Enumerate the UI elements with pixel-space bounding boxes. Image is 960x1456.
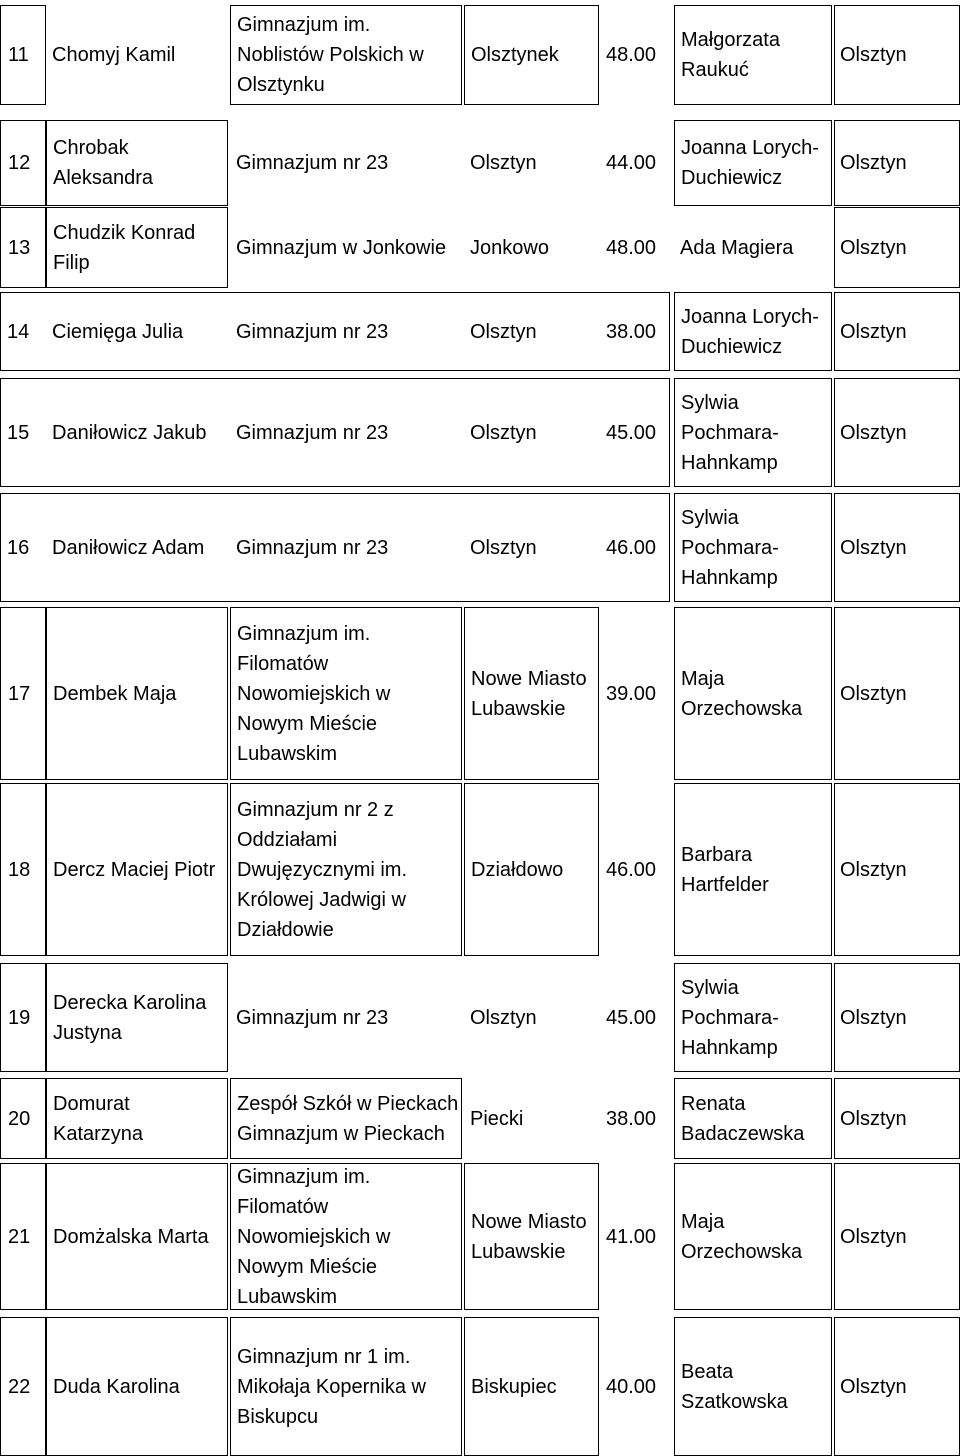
- score-cell: [599, 5, 674, 105]
- school-name: Gimnazjum im. Filomatów Nowomiejskich w Nowym Mieście Lubawskim: [237, 622, 391, 765]
- row-number-cell: [0, 378, 46, 487]
- teacher-name: Barbara Hartfelder: [681, 843, 769, 896]
- table-row: [0, 120, 960, 206]
- score: 41.00: [606, 1225, 657, 1248]
- row-number: 21: [8, 1225, 31, 1248]
- school-name-cell: [230, 607, 462, 780]
- table-row: [0, 292, 960, 371]
- city: Olsztyn: [470, 152, 537, 174]
- region-cell: [834, 1317, 960, 1456]
- region: Olsztyn: [840, 1107, 907, 1130]
- region: Olsztyn: [840, 320, 907, 343]
- participant-name-cell: [46, 1317, 228, 1456]
- participant-name: Daniłowicz Adam: [52, 536, 205, 559]
- row-number: 19: [8, 1006, 31, 1029]
- participant-name-cell: [46, 1078, 228, 1159]
- participant-name-cell: [46, 292, 228, 371]
- school-name: Gimnazjum w Jonkowie: [236, 236, 447, 259]
- teacher-name-cell: [674, 607, 832, 780]
- table-row: [0, 378, 960, 487]
- region: Olsztyn: [840, 1375, 907, 1398]
- city-cell: [464, 607, 599, 780]
- table-row: [0, 963, 960, 1072]
- teacher-name: Małgorzata Raukuć: [681, 29, 780, 81]
- region: Olsztyn: [840, 1225, 907, 1248]
- teacher-name-cell: [674, 1317, 832, 1456]
- score-cell: [599, 120, 674, 206]
- city: Nowe Miasto Lubawskie: [471, 1210, 587, 1263]
- city: Olsztyn: [470, 421, 537, 444]
- school-name: Zespół Szkół w Pieckach Gimnazjum w Pieckach: [237, 1092, 459, 1145]
- city-cell: [464, 207, 599, 288]
- participant-name: Dembek Maja: [53, 682, 177, 705]
- teacher-name: Renata Badaczewska: [681, 1092, 805, 1145]
- score-cell: [599, 292, 674, 371]
- row-number: 17: [8, 682, 31, 705]
- region-cell: [834, 120, 960, 206]
- school-name-cell: [230, 120, 462, 206]
- participant-name-cell: [46, 493, 228, 602]
- school-name: Gimnazjum nr 2 z Oddziałami Dwujęzycznymi im. Królowej Jadwigi w Działdowie: [237, 798, 408, 941]
- participant-name-cell: [46, 207, 228, 288]
- table-row: [0, 607, 960, 780]
- school-name: Gimnazjum im. Filomatów Nowomiejskich w Nowym Mieście Lubawskim: [237, 1165, 391, 1308]
- row-number-cell: [0, 963, 46, 1072]
- score: 38.00: [606, 1107, 657, 1130]
- score-cell: [599, 207, 674, 288]
- city: Olsztynek: [471, 44, 559, 66]
- row-number-cell: [0, 1163, 46, 1310]
- region-cell: [834, 5, 960, 105]
- teacher-name: Joanna Lorych- Duchiewicz: [681, 137, 819, 189]
- region-cell: [834, 963, 960, 1072]
- score-cell: [599, 963, 674, 1072]
- city: Jonkowo: [470, 236, 549, 259]
- table-row: [0, 1163, 960, 1310]
- participant-name: Duda Karolina: [53, 1375, 180, 1398]
- row-number-cell: [0, 607, 46, 780]
- participant-name-cell: [46, 5, 228, 105]
- teacher-name-cell: [674, 493, 832, 602]
- score: 38.00: [606, 320, 657, 343]
- school-name: Gimnazjum nr 23: [236, 1006, 389, 1029]
- teacher-name-cell: [674, 207, 832, 288]
- teacher-name: Sylwia Pochmara- Hahnkamp: [681, 976, 779, 1059]
- participant-name-cell: [46, 607, 228, 780]
- region-cell: [834, 607, 960, 780]
- teacher-name-cell: [674, 5, 832, 105]
- teacher-name: Beata Szatkowska: [681, 1360, 788, 1413]
- city-cell: [464, 963, 599, 1072]
- score: 48.00: [606, 44, 657, 66]
- school-name-cell: [230, 1163, 462, 1310]
- score: 44.00: [606, 152, 657, 174]
- participant-name-cell: [46, 783, 228, 956]
- school-name-cell: [230, 378, 462, 487]
- participant-name: Daniłowicz Jakub: [52, 421, 207, 444]
- region: Olsztyn: [840, 858, 907, 881]
- city-cell: [464, 5, 599, 105]
- score: 48.00: [606, 236, 657, 259]
- score-cell: [599, 1078, 674, 1159]
- row-number: 12: [8, 152, 31, 174]
- school-name-cell: [230, 207, 462, 288]
- teacher-name: Ada Magiera: [680, 236, 794, 259]
- region: Olsztyn: [840, 421, 907, 444]
- participant-name: Derecka Karolina Justyna: [53, 991, 207, 1044]
- school-name-cell: [230, 783, 462, 956]
- teacher-name: Sylwia Pochmara- Hahnkamp: [681, 391, 779, 474]
- school-name-cell: [230, 1078, 462, 1159]
- region: Olsztyn: [840, 536, 907, 559]
- city: Biskupiec: [471, 1375, 557, 1398]
- participant-name-cell: [46, 378, 228, 487]
- row-number-cell: [0, 120, 46, 206]
- teacher-name: Maja Orzechowska: [681, 667, 803, 720]
- participant-name: Chrobak Aleksandra: [53, 137, 154, 189]
- school-name: Gimnazjum nr 23: [236, 320, 389, 343]
- score-cell: [599, 607, 674, 780]
- row-number-cell: [0, 5, 46, 105]
- teacher-name-cell: [674, 292, 832, 371]
- teacher-name-cell: [674, 963, 832, 1072]
- school-name: Gimnazjum im. Noblistów Polskich w Olsztynku: [237, 14, 424, 96]
- score: 45.00: [606, 1006, 657, 1029]
- school-name: Gimnazjum nr 23: [236, 421, 389, 444]
- score-cell: [599, 783, 674, 956]
- region-cell: [834, 783, 960, 956]
- city: Olsztyn: [470, 1006, 537, 1029]
- table-row: [0, 1317, 960, 1456]
- score: 39.00: [606, 682, 657, 705]
- city-cell: [464, 493, 599, 602]
- participant-name: Chudzik Konrad Filip: [53, 221, 196, 274]
- city: Piecki: [470, 1107, 524, 1130]
- row-number-cell: [0, 1317, 46, 1456]
- region-cell: [834, 378, 960, 487]
- school-name-cell: [230, 5, 462, 105]
- participant-name: Ciemięga Julia: [52, 320, 184, 343]
- participant-name: Chomyj Kamil: [52, 44, 176, 66]
- city-cell: [464, 1078, 599, 1159]
- participant-name-cell: [46, 963, 228, 1072]
- school-name-cell: [230, 493, 462, 602]
- participant-name: Dercz Maciej Piotr: [53, 858, 216, 881]
- city-cell: [464, 378, 599, 487]
- table-row: [0, 493, 960, 602]
- score: 40.00: [606, 1375, 657, 1398]
- teacher-name: Maja Orzechowska: [681, 1210, 803, 1263]
- row-number-cell: [0, 493, 46, 602]
- city-cell: [464, 783, 599, 956]
- region-cell: [834, 292, 960, 371]
- school-name-cell: [230, 963, 462, 1072]
- participant-name-cell: [46, 1163, 228, 1310]
- row-number-cell: [0, 207, 46, 288]
- teacher-name: Sylwia Pochmara- Hahnkamp: [681, 506, 779, 589]
- region-cell: [834, 493, 960, 602]
- city-cell: [464, 292, 599, 371]
- city-cell: [464, 1317, 599, 1456]
- city: Działdowo: [471, 858, 564, 881]
- row-number: 20: [8, 1107, 31, 1130]
- table-row: [0, 1078, 960, 1159]
- participant-name-cell: [46, 120, 228, 206]
- school-name: Gimnazjum nr 23: [236, 152, 389, 174]
- row-number: 16: [7, 536, 30, 559]
- participant-name: Domurat Katarzyna: [53, 1092, 144, 1145]
- region-cell: [834, 1078, 960, 1159]
- row-number: 18: [8, 858, 31, 881]
- row-number-cell: [0, 292, 46, 371]
- city: Olsztyn: [470, 320, 537, 343]
- school-name: Gimnazjum nr 1 im. Mikołaja Kopernika w Biskupcu: [237, 1345, 426, 1428]
- region: Olsztyn: [840, 236, 907, 259]
- region: Olsztyn: [840, 1006, 907, 1029]
- row-number: 14: [7, 320, 30, 343]
- teacher-name-cell: [674, 120, 832, 206]
- score: 45.00: [606, 421, 657, 444]
- table-row: [0, 207, 960, 288]
- teacher-name: Joanna Lorych- Duchiewicz: [681, 305, 819, 358]
- teacher-name-cell: [674, 783, 832, 956]
- table-row: [0, 5, 960, 105]
- score-cell: [599, 493, 674, 602]
- row-number: 22: [8, 1375, 31, 1398]
- row-number: 11: [8, 44, 29, 66]
- row-number-cell: [0, 1078, 46, 1159]
- row-number: 15: [7, 421, 30, 444]
- participant-name: Domżalska Marta: [53, 1225, 209, 1248]
- region: Olsztyn: [840, 152, 907, 174]
- teacher-name-cell: [674, 1163, 832, 1310]
- city-cell: [464, 120, 599, 206]
- school-name-cell: [230, 292, 462, 371]
- region-cell: [834, 207, 960, 288]
- table-row: [0, 783, 960, 956]
- teacher-name-cell: [674, 378, 832, 487]
- row-number: 13: [8, 236, 31, 259]
- city: Olsztyn: [470, 536, 537, 559]
- score: 46.00: [606, 536, 657, 559]
- region-cell: [834, 1163, 960, 1310]
- school-name-cell: [230, 1317, 462, 1456]
- row-number-cell: [0, 783, 46, 956]
- score-cell: [599, 378, 674, 487]
- region: Olsztyn: [840, 682, 907, 705]
- school-name: Gimnazjum nr 23: [236, 536, 389, 559]
- city: Nowe Miasto Lubawskie: [471, 667, 587, 720]
- score-cell: [599, 1163, 674, 1310]
- region: Olsztyn: [840, 44, 907, 66]
- score-cell: [599, 1317, 674, 1456]
- teacher-name-cell: [674, 1078, 832, 1159]
- score: 46.00: [606, 858, 657, 881]
- city-cell: [464, 1163, 599, 1310]
